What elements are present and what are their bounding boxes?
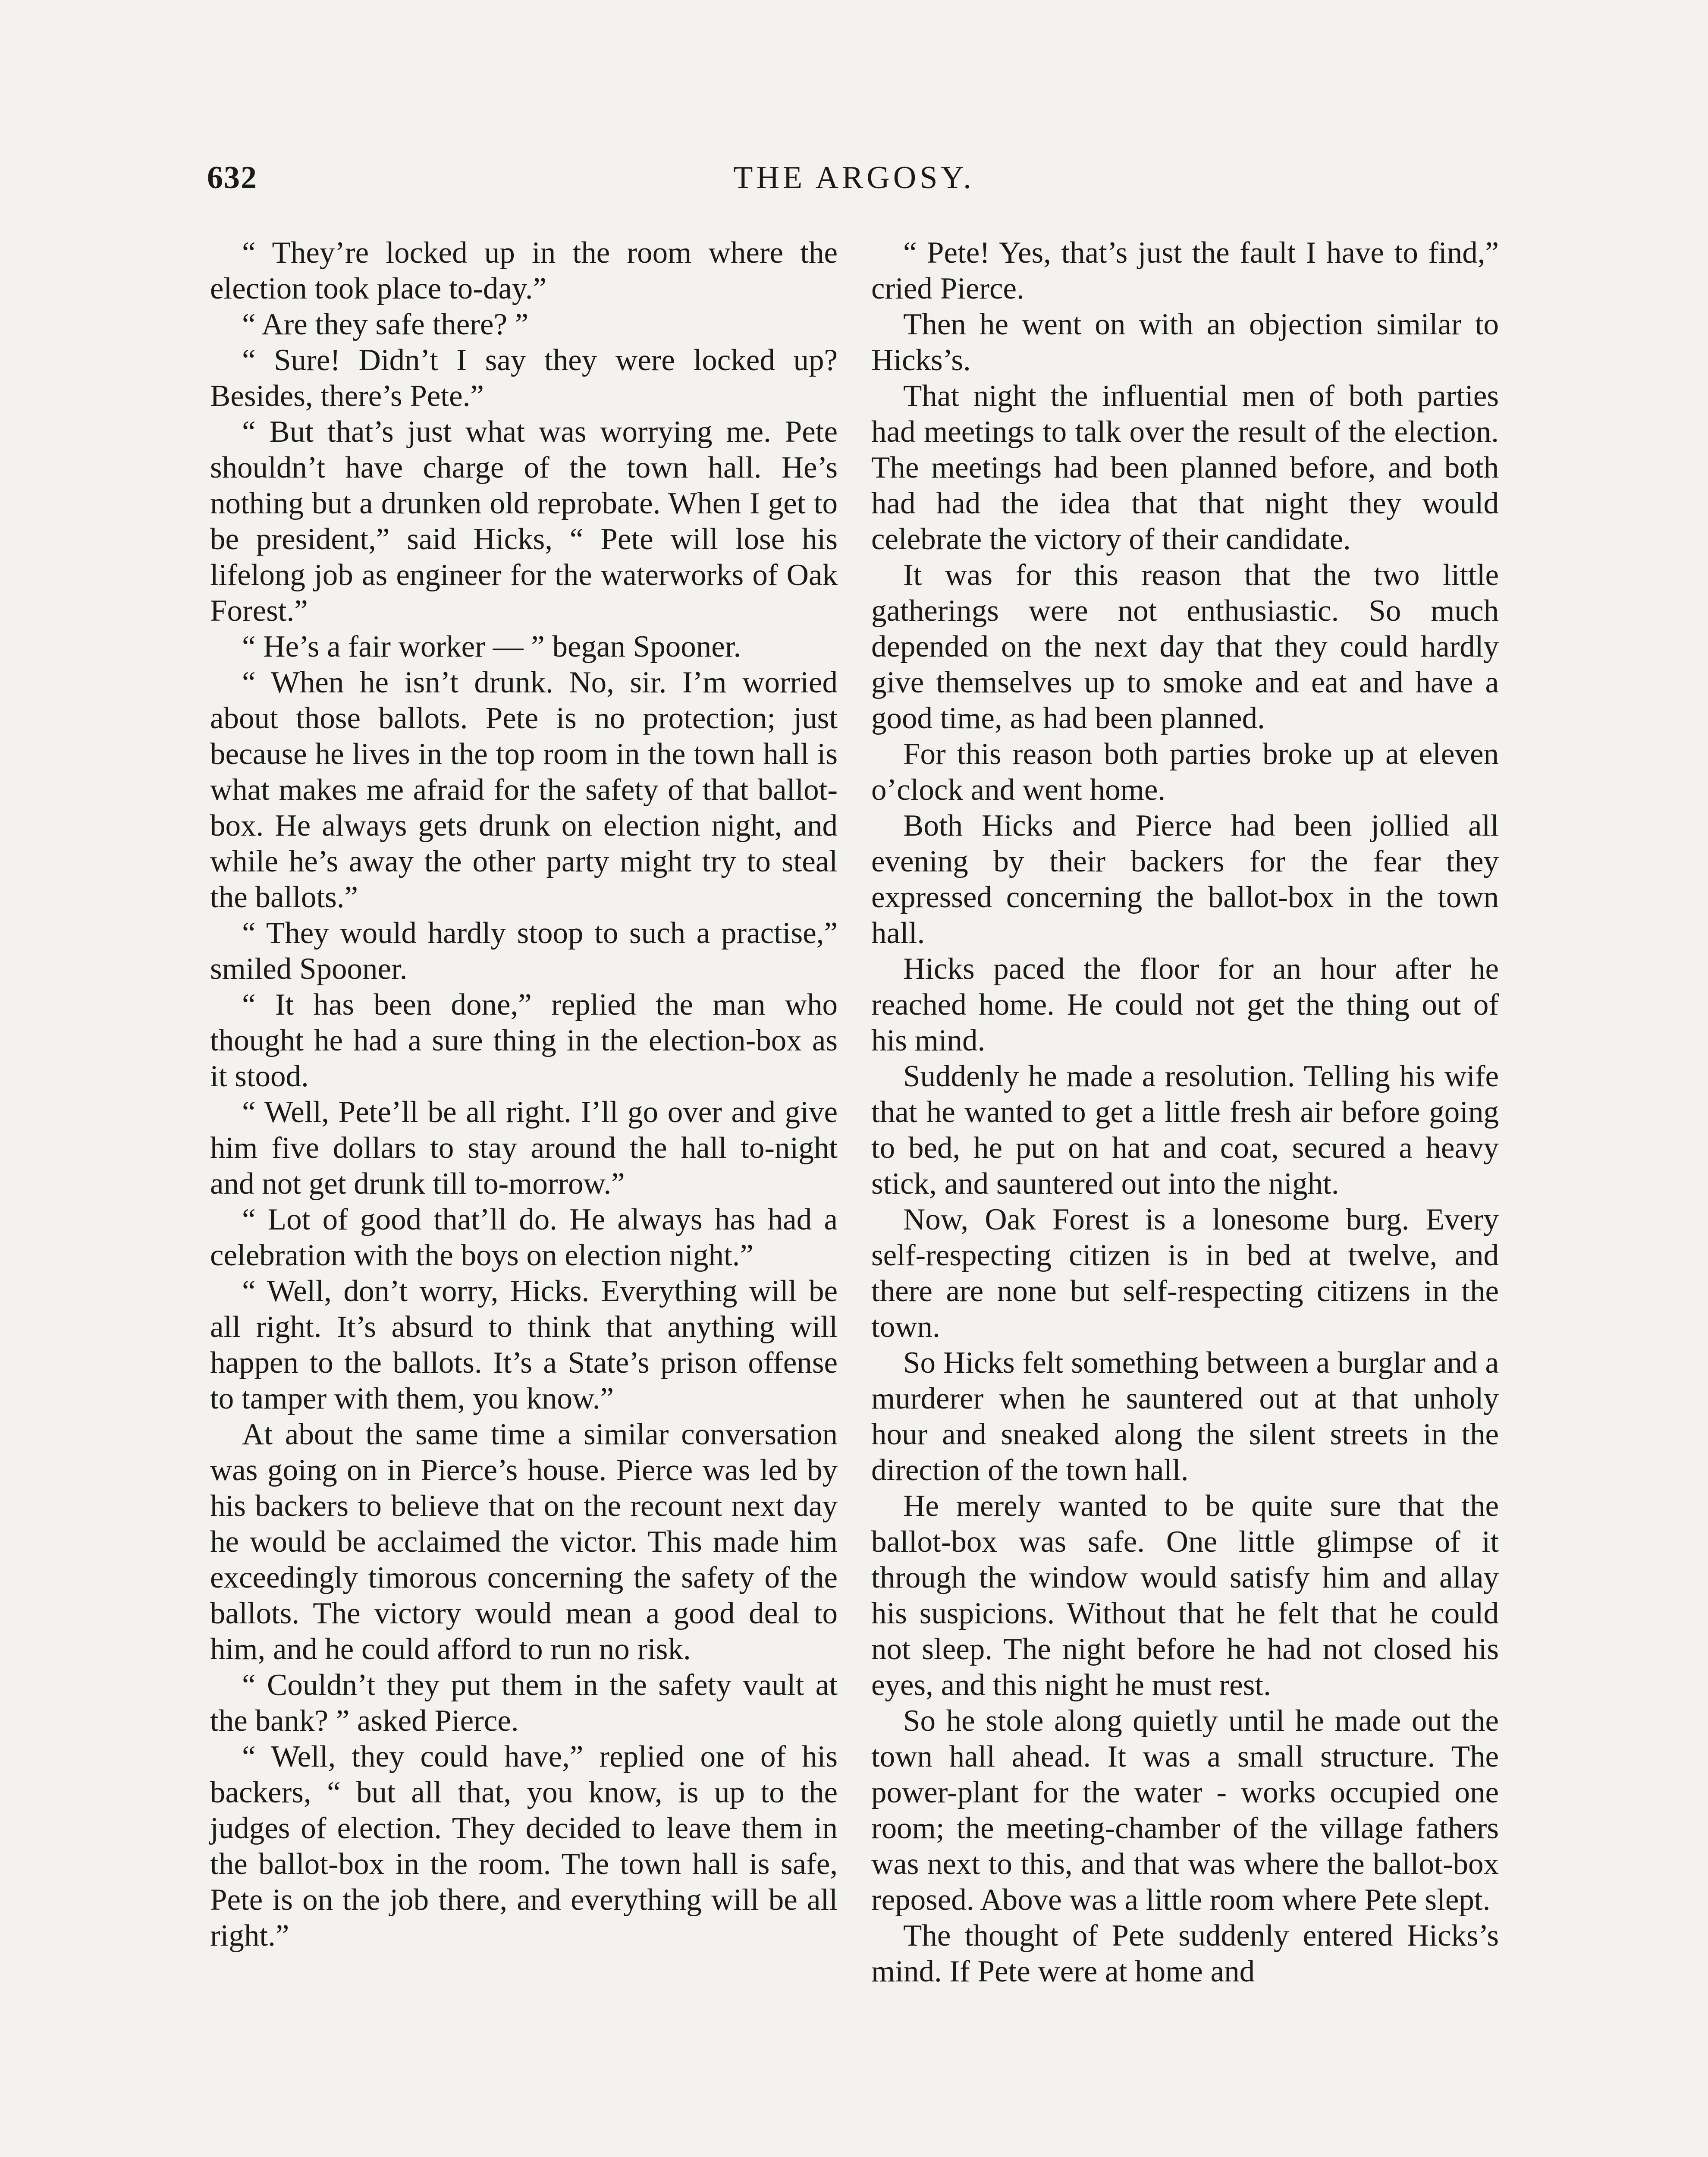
running-head: THE ARGOSY. — [733, 160, 975, 195]
paragraph: Hicks paced the floor for an hour after he reached home. He could not get the thing out of his mind. — [871, 952, 1499, 1057]
paragraph: He merely wanted to be quite sure that the ballot-box was safe. One little glimpse of it through the window would satisfy him and allay his suspicions. Without that he felt that he could not sleep. The night before he had not closed his eyes, and this night he must rest. — [871, 1489, 1499, 1702]
paragraph: “ Couldn’t they put them in the safety vault at the bank? ” asked Pierce. — [210, 1668, 838, 1738]
paragraph: It was for this reason that the two little gatherings were not enthusiastic. So much depended on the next day that they could hardly give themselves up to smoke and eat and have a good time, as had been planned. — [871, 558, 1499, 735]
paragraph: “ Are they safe there? ” — [242, 308, 529, 341]
paragraph: “ Pete! Yes, that’s just the fault I have to find,” cried Pierce. — [871, 236, 1499, 305]
paragraph: So Hicks felt something between a burglar and a murderer when he sauntered out at that unholy hour and sneaked along the silent streets in the direction of the town hall. — [871, 1346, 1499, 1487]
right-column — [871, 235, 1499, 1990]
paragraph: Both Hicks and Pierce had been jollied all evening by their backers for the fear they expressed concerning the ballot-box in the town hall. — [871, 809, 1499, 950]
paragraph: “ Lot of good that’ll do. He always has had a celebration with the boys on election night.” — [210, 1203, 838, 1272]
paragraph: “ It has been done,” replied the man who thought he had a sure thing in the election-box as it stood. — [210, 988, 838, 1093]
paragraph: Now, Oak Forest is a lonesome burg. Every self-respecting citizen is in bed at twelve, and there are none but self-respecting citizens in the town. — [871, 1203, 1499, 1344]
paragraph: At about the same time a similar conversation was going on in Pierce’s house. Pierce was led by his backers to believe that on the recount next day he would be acclaimed the victor. This made him exceedingly timorous concerning the safety of the ballots. The victory would mean a good deal to him, and he could afford to run no risk. — [210, 1418, 838, 1666]
paragraph: The thought of Pete suddenly entered Hicks’s mind. If Pete were at home and — [871, 1919, 1499, 1988]
paragraph: “ When he isn’t drunk. No, sir. I’m worried about those ballots. Pete is no protection; just because he lives in the top room in the town hall is what makes me afraid for the safety of that ballot-box. He always gets drunk on election night, and while he’s away the other party might try to steal the ballots.” — [210, 666, 838, 914]
paragraph: “ But that’s just what was worrying me. Pete shouldn’t have charge of the town hall. He’s nothing but a drunken old reprobate. When I get to be president,” said Hicks, “ Pete will lose his lifelong job as engineer for the waterworks of Oak Forest.” — [210, 415, 838, 628]
paragraph: “ Well, Pete’ll be all right. I’ll go over and give him five dollars to stay around the hall to-night and not get drunk till to-morrow.” — [210, 1095, 838, 1201]
paragraph: “ He’s a fair worker — ” began Spooner. — [242, 630, 741, 663]
paragraph: Then he went on with an objection similar to Hicks’s. — [871, 308, 1499, 377]
page-number: 632 — [207, 160, 257, 195]
paragraph: “ Well, don’t worry, Hicks. Everything will be all right. It’s absurd to think that anything will happen to the ballots. It’s a State’s prison offense to tamper with them, you know.” — [210, 1274, 838, 1415]
left-column — [210, 235, 838, 1954]
paragraph: “ They’re locked up in the room where the election took place to-day.” — [210, 236, 838, 305]
paragraph: Suddenly he made a resolution. Telling his wife that he wanted to get a little fresh air before going to bed, he put on hat and coat, secured a heavy stick, and sauntered out into the night. — [871, 1060, 1499, 1201]
paragraph: “ Well, they could have,” replied one of his backers, “ but all that, you know, is up to the judges of election. They decided to leave them in the ballot-box in the room. The town hall is safe, Pete is on the job there, and everything will be all right.” — [210, 1740, 838, 1953]
paragraph: “ Sure! Didn’t I say they were locked up? Besides, there’s Pete.” — [210, 343, 838, 413]
paragraph: That night the influential men of both parties had meetings to talk over the result of the election. The meetings had been planned before, and both had had the idea that that night they would celebrate the victory of their candidate. — [871, 379, 1499, 556]
paragraph: For this reason both parties broke up at eleven o’clock and went home. — [871, 737, 1499, 807]
paragraph: So he stole along quietly until he made out the town hall ahead. It was a small structure. The power-plant for the water - works occupied one room; the meeting-chamber of the village fathers was next to this, and that was where the ballot-box reposed. Above was a little room where Pete slept. — [871, 1704, 1499, 1917]
paragraph: “ They would hardly stoop to such a practise,” smiled Spooner. — [210, 916, 838, 986]
